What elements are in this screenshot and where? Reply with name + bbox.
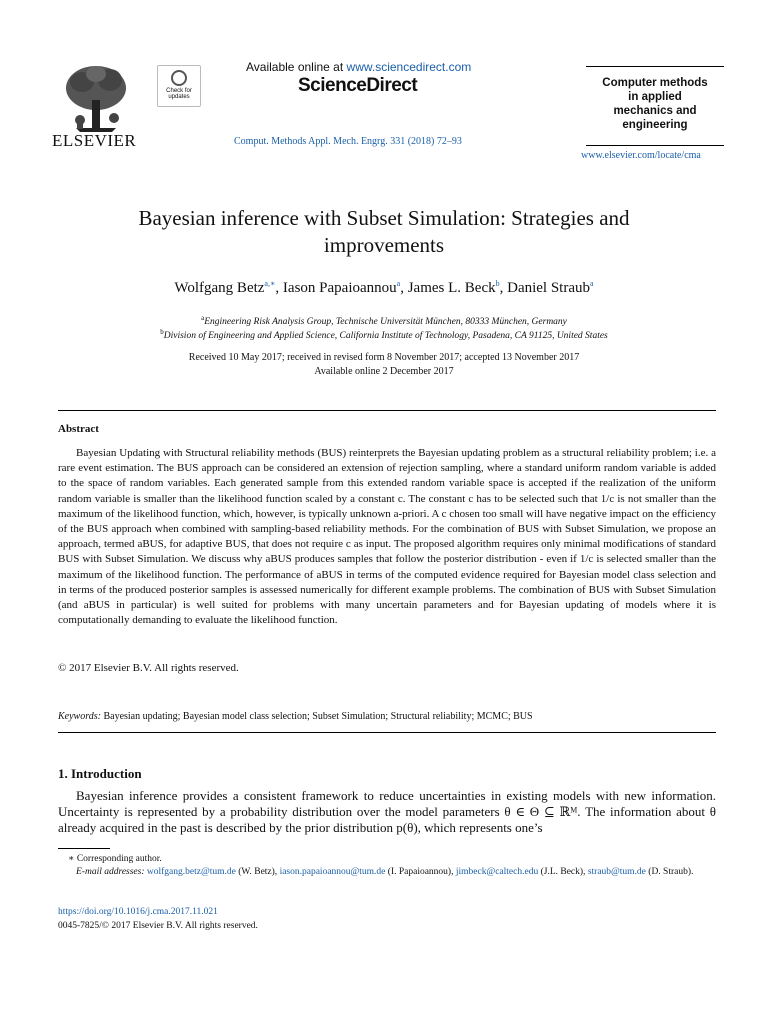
check-updates-label: Check for updates (166, 88, 192, 100)
affiliation-text: Engineering Risk Analysis Group, Technische Universität München, 80333 München, Germany (204, 317, 567, 328)
email-owner: (D. Straub). (648, 867, 694, 877)
affiliation-text: Division of Engineering and Applied Science, California Institute of Technology, Pasadena, CA 91125, United States (163, 331, 608, 342)
cover-line: in applied (628, 91, 682, 103)
divider (58, 410, 716, 411)
check-updates-icon (171, 70, 187, 86)
introduction-text: Bayesian inference provides a consistent framework to reduce uncertainties in existing models with new information. Uncertainty is represented by a probability distribution over the model parameters θ ∈ Θ ⊆ ℝᴹ. The information about θ already acquired in the past is described by the prior distribution p(θ), which represents one’s (58, 788, 716, 835)
divider (58, 732, 716, 733)
email-owner: (W. Betz), (238, 867, 278, 877)
abstract-text: Bayesian Updating with Structural reliability methods (BUS) reinterprets the Bayesian updating problem as a structural reliability problem; i.e. a rare event estimation. The BUS approach can be considered an extension of rejection sampling, where a standard uniform random variable is added to the space of random variables. Each generated sample from this extended random variable space is accepted if the realization of the uniform random variable is smaller than the likelihood function scaled by a constant c. The constant c has to be selected such that 1/c is not smaller than the maximum of the likelihood function, which, however, is typically unknown a-priori. A c chosen too small will have negative impact on the efficiency of the BUS approach when combined with sampling-based reliability methods. For the combination of BUS with Subset Simulation, we propose an approach, termed aBUS, for adaptive BUS, that does not require c as input. The proposed algorithm requires only minimal modifications of standard BUS with Subset Simulation. We discuss why aBUS produces samples that follow the posterior distribution - even if 1/c is selected smaller than the maximum of the likelihood function. The performance of aBUS in terms of the computed evidence required for Bayesian model class selection and in terms of the produced posterior samples is assessed numerically for different example problems. The combination of BUS with Subset Simulation (and aBUS in particular) is well suited for problems with many uncertain parameters and for Bayesian updating of models where it is computationally demanding to evaluate the likelihood function. (58, 447, 716, 627)
author-name: Daniel Straub (507, 280, 591, 296)
author-mark[interactable]: b (495, 279, 500, 288)
email-label: E-mail addresses: (76, 867, 145, 877)
author-name: Wolfgang Betz (174, 280, 265, 296)
author-mark[interactable]: a,∗ (264, 279, 276, 288)
email-link[interactable]: jimbeck@caltech.edu (455, 867, 539, 877)
email-owner: (I. Papaioannou), (387, 867, 454, 877)
keywords-label: Keywords: (58, 711, 101, 722)
cover-line: engineering (622, 119, 688, 131)
issn-line: 0045-7825/© 2017 Elsevier B.V. All rights reserved. (58, 921, 258, 931)
doi-link[interactable]: https://doi.org/10.1016/j.cma.2017.11.021 (58, 907, 218, 917)
journal-url-link[interactable]: www.elsevier.com/locate/cma (581, 150, 701, 161)
keywords-line (58, 711, 533, 722)
publisher-name: ELSEVIER (52, 131, 137, 150)
affiliation-a (60, 314, 708, 327)
footnote-mark: ∗ (68, 854, 75, 864)
received-dates: Received 10 May 2017; received in revised form 8 November 2017; accepted 13 November 2017 (188, 352, 580, 363)
paper-title: Bayesian inference with Subset Simulation: Strategies and improvements (138, 206, 630, 257)
available-online-line (246, 60, 471, 74)
keywords-text: Bayesian updating; Bayesian model class selection; Subset Simulation; Structural reliability; MCMC; BUS (103, 711, 533, 722)
cover-line: mechanics and (613, 105, 697, 117)
email-link[interactable]: straub@tum.de (587, 867, 646, 877)
footnote-text: Corresponding author. (76, 854, 162, 864)
footnote-divider (58, 848, 110, 849)
email-owner: (J.L. Beck), (540, 867, 586, 877)
available-online-date: Available online 2 December 2017 (314, 366, 454, 377)
email-footnote (58, 866, 716, 879)
author-name: Iason Papaioannou (282, 280, 397, 296)
corresponding-footnote (58, 853, 716, 866)
author-list: Wolfgang Betz$^{a,∗}$, Iason Papaioannou$^a$, James L. Beck$^b$, Daniel Straub$^a$ (174, 279, 594, 296)
check-for-updates-badge[interactable] (157, 65, 201, 107)
journal-cover-title (586, 66, 724, 146)
email-link[interactable]: iason.papaioannou@tum.de (279, 867, 386, 877)
abstract-heading: Abstract (58, 423, 99, 435)
abstract-copyright: © 2017 Elsevier B.V. All rights reserved. (58, 662, 239, 674)
section-heading: 1. Introduction (58, 766, 142, 781)
sciencedirect-brand: ScienceDirect (298, 75, 418, 96)
cover-line: Computer methods (602, 77, 708, 89)
affiliation-b (60, 328, 708, 341)
author-name: James L. Beck (407, 280, 496, 296)
email-link[interactable]: wolfgang.betz@tum.de (146, 867, 236, 877)
journal-citation-link[interactable]: Comput. Methods Appl. Mech. Engrg. 331 (2018) 72–93 (234, 136, 462, 147)
author-mark[interactable]: a (590, 279, 594, 288)
sciencedirect-link[interactable]: www.sciencedirect.com (346, 60, 472, 74)
affiliation-mark: b (160, 328, 164, 336)
affiliation-mark: a (201, 314, 205, 322)
author-mark[interactable]: a (396, 279, 401, 288)
available-prefix: Available online at (246, 60, 347, 74)
